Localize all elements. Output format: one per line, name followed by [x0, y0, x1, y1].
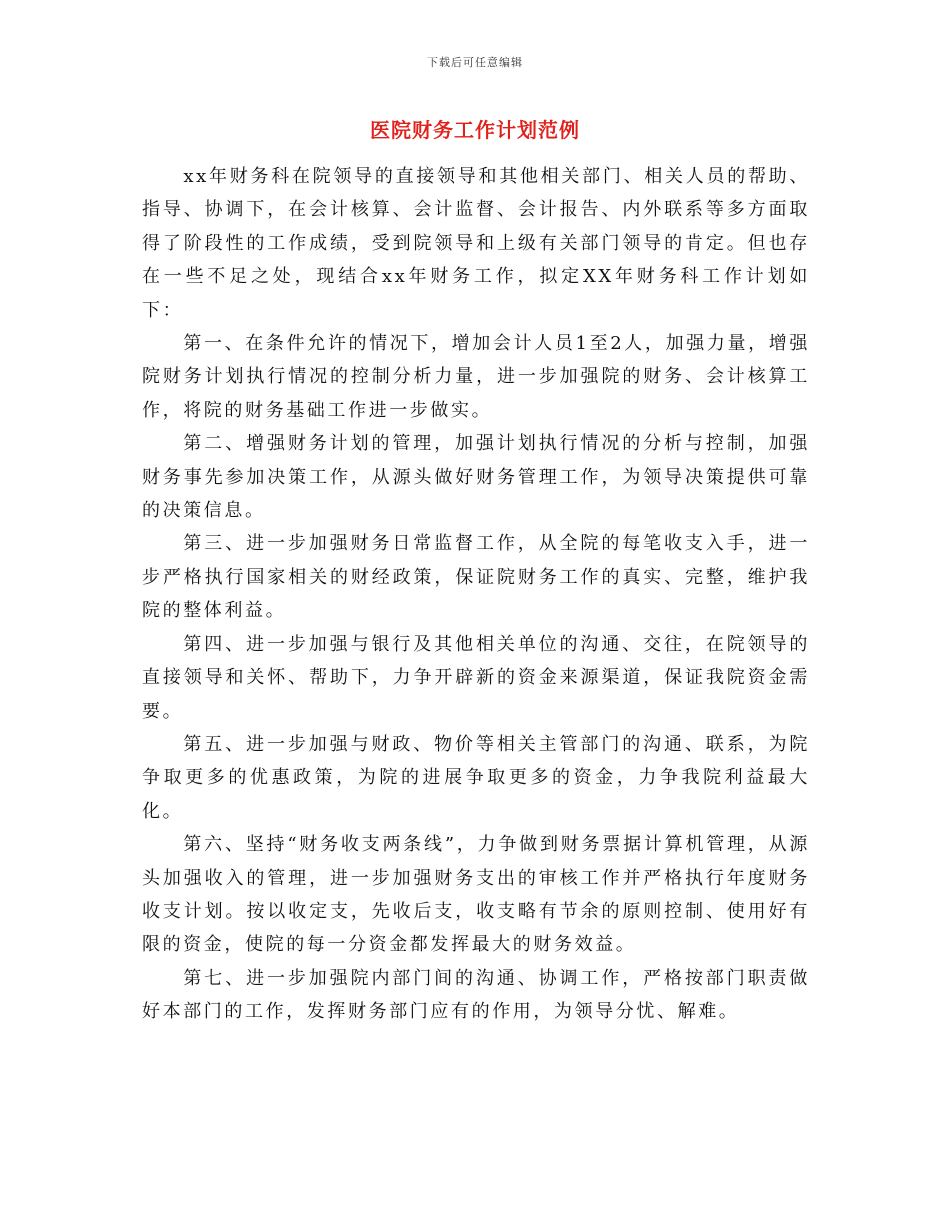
paragraph-item-3: 第三、进一步加强财务日常监督工作，从全院的每笔收支入手，进一步严格执行国家相关的财经政策，保证院财务工作的真实、完整，维护我院的整体利益。: [142, 533, 810, 622]
document-title: 医院财务工作计划范例: [370, 118, 580, 142]
paragraph-item-5: 第五、进一步加强与财政、物价等相关主管部门的沟通、联系，为院争取更多的优惠政策，为院的进展争取更多的资金，力争我院利益最大化。: [142, 733, 810, 822]
paragraph-item-6: 第六、坚持“财务收支两条线”，力争做到财务票据计算机管理，从源头加强收入的管理，进一步加强财务支出的审核工作并严格执行年度财务收支计划。按以收定支，先收后支，收支略有节余的原则控制、使用好有限的资金，使院的每一分资金都发挥最大的财务效益。: [142, 834, 810, 956]
paragraph-item-2: 第二、增强财务计划的管理，加强计划执行情况的分析与控制，加强财务事先参加决策工作，从源头做好财务管理工作，为领导决策提供可靠的决策信息。: [142, 433, 810, 522]
header-note: 下载后可任意编辑: [427, 56, 523, 69]
paragraph-item-7: 第七、进一步加强院内部门间的沟通、协调工作，严格按部门职责做好本部门的工作，发挥财务部门应有的作用，为领导分忧、解难。: [142, 967, 810, 1023]
paragraph-item-1: 第一、在条件允许的情况下，增加会计人员1至2人，加强力量，增强院财务计划执行情况的控制分析力量，进一步加强院的财务、会计核算工作，将院的财务基础工作进一步做实。: [142, 333, 810, 421]
paragraph-intro: xx年财务科在院领导的直接领导和其他相关部门、相关人员的帮助、指导、协调下，在会计核算、会计监督、会计报告、内外联系等多方面取得了阶段性的工作成绩，受到院领导和上级有关部门领导的肯定。但也存在一些不足之处，现结合xx年财务工作，拟定XX年财务科工作计划如下：: [142, 166, 810, 321]
paragraph-item-4: 第四、进一步加强与银行及其他相关单位的沟通、交往，在院领导的直接领导和关怀、帮助下，力争开辟新的资金来源渠道，保证我院资金需要。: [142, 633, 810, 722]
document-body: [142, 160, 810, 1029]
